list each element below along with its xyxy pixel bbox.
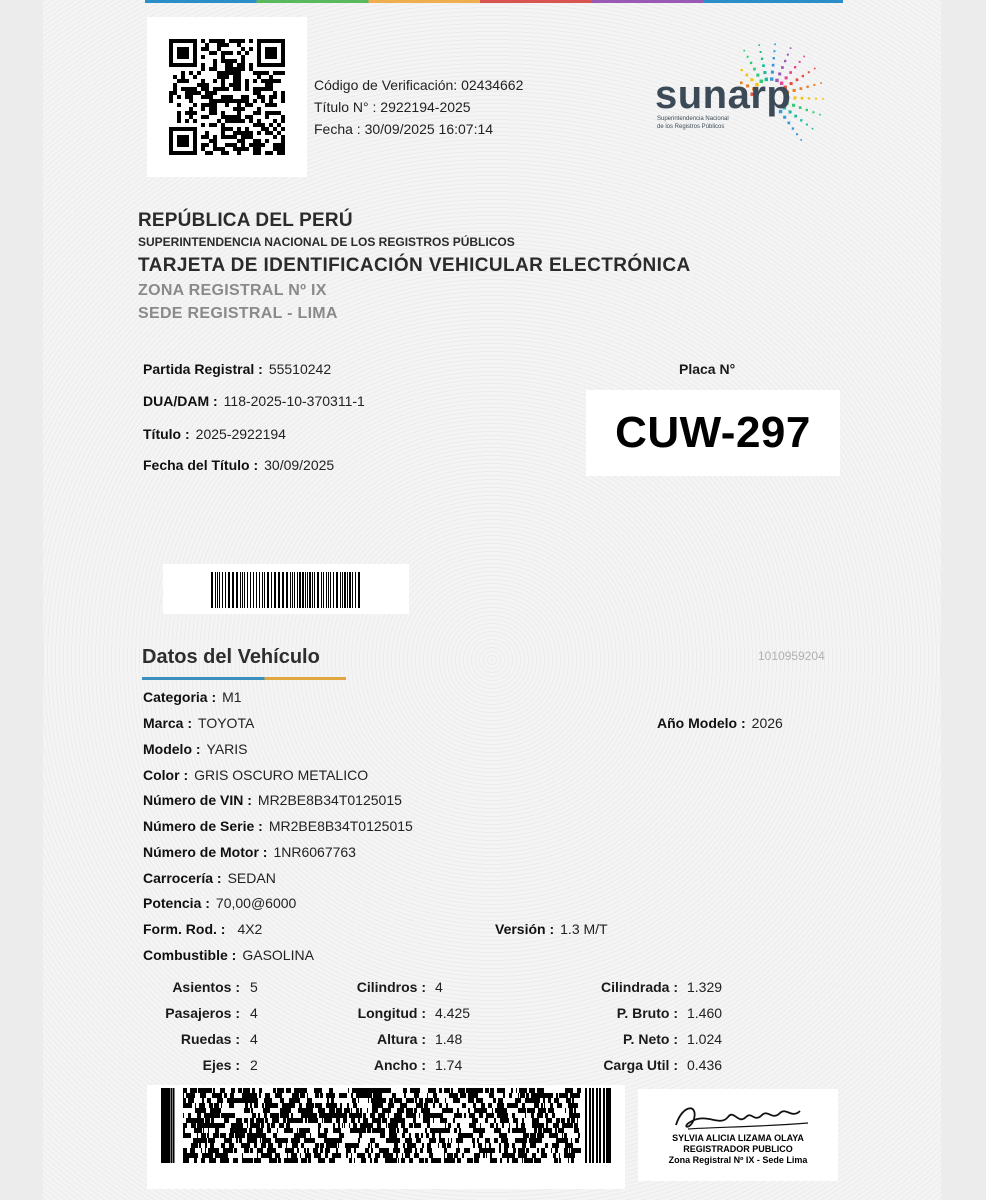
motor-label: Número de Motor : [143, 844, 268, 860]
registry-zone: ZONA REGISTRAL Nº IX [138, 282, 327, 299]
verification-title: Título N° : 2922194-2025 [314, 99, 471, 115]
document-title: TARJETA DE IDENTIFICACIÓN VEHICULAR ELECTRÓNICA [138, 255, 691, 276]
verification-code: Código de Verificación: 02434662 [314, 77, 524, 93]
combustible-label: Combustible : [143, 947, 237, 963]
asientos-value: 5 [250, 979, 258, 995]
signature-box [638, 1089, 838, 1181]
motor-value: 1NR6067763 [273, 844, 356, 860]
altura-value: 1.48 [435, 1031, 463, 1047]
pdf417-barcode-icon [161, 1088, 611, 1163]
plate-label: Placa N° [679, 361, 736, 377]
fecha-titulo-label: Fecha del Título : [143, 457, 259, 473]
partida-row [143, 361, 331, 377]
pasajeros-value: 4 [250, 1005, 258, 1021]
categoria-value: M1 [222, 689, 242, 705]
plate-box [586, 390, 840, 476]
anio-modelo-value: 2026 [751, 715, 783, 731]
sunarp-subtitle-2: de los Registros Públicos [657, 124, 725, 130]
fecha-titulo-value: 30/09/2025 [264, 457, 335, 473]
cilindrada-value: 1.329 [687, 979, 723, 995]
titulo-label: Título : [143, 426, 190, 442]
barcode-icon [211, 572, 361, 608]
potencia-row [143, 895, 296, 911]
longitud-label: Longitud : [357, 1005, 426, 1021]
marca-label: Marca : [143, 715, 193, 731]
modelo-row [143, 741, 248, 757]
color-row [143, 767, 368, 783]
partida-label: Partida Registral : [143, 361, 263, 377]
qr-code-icon [147, 17, 307, 177]
combustible-value: GASOLINA [242, 947, 314, 963]
p-bruto-label: P. Bruto : [616, 1005, 678, 1021]
longitud-value: 4.425 [435, 1005, 471, 1021]
cilindros-value: 4 [435, 979, 443, 995]
handwritten-signature-icon [668, 1097, 818, 1137]
categoria-row [143, 689, 242, 705]
ejes-label: Ejes : [202, 1057, 240, 1073]
country-heading: REPÚBLICA DEL PERÚ [138, 210, 353, 231]
ejes-value: 2 [250, 1057, 258, 1073]
carroceria-value: SEDAN [227, 870, 276, 886]
dua-label: DUA/DAM : [143, 393, 218, 409]
vin-value: MR2BE8B34T0125015 [257, 792, 402, 808]
titulo-value: 2025-2922194 [195, 426, 286, 442]
signer-name: SYLVIA ALICIA LIZAMA OLAYA [672, 1133, 804, 1143]
anio-modelo-label: Año Modelo : [657, 715, 746, 731]
carga-util-label: Carga Util : [603, 1057, 678, 1073]
fecha-titulo-row [143, 457, 334, 473]
version-label: Versión : [495, 921, 555, 937]
modelo-value: YARIS [206, 741, 248, 757]
sunarp-logo [655, 35, 855, 145]
section-underline [142, 677, 346, 680]
cilindros-label: Cilindros : [356, 979, 426, 995]
serie-label: Número de Serie : [143, 818, 263, 834]
carga-util-value: 0.436 [687, 1057, 723, 1073]
small-barcode-box [163, 564, 409, 614]
signer-office: Zona Registral Nº IX - Sede Lima [668, 1155, 808, 1165]
carroceria-label: Carrocería : [143, 870, 222, 886]
color-label: Color : [143, 767, 189, 783]
marca-value: TOYOTA [198, 715, 255, 731]
combustible-row [143, 947, 314, 963]
potencia-label: Potencia : [143, 895, 210, 911]
serie-row [143, 818, 413, 834]
marca-row [143, 715, 254, 731]
form-rod-label: Form. Rod. : [143, 921, 226, 937]
version-value: 1.3 M/T [560, 921, 608, 937]
modelo-label: Modelo : [143, 741, 201, 757]
anio-modelo-row [657, 715, 783, 731]
altura-label: Altura : [377, 1031, 426, 1047]
pdf417-barcode-box [147, 1085, 625, 1189]
categoria-label: Categoria : [143, 689, 217, 705]
potencia-value: 70,00@6000 [215, 895, 297, 911]
color-value: GRIS OSCURO METALICO [194, 767, 369, 783]
vehicle-section-title: Datos del Vehículo [142, 646, 320, 668]
pasajeros-label: Pasajeros : [165, 1005, 240, 1021]
vin-label: Número de VIN : [143, 792, 252, 808]
cilindrada-label: Cilindrada : [600, 979, 678, 995]
verification-info [314, 74, 523, 140]
verification-date: Fecha : 30/09/2025 16:07:14 [314, 121, 494, 137]
plate-number: CUW-297 [615, 408, 811, 457]
ruedas-label: Ruedas : [180, 1031, 240, 1047]
ruedas-value: 4 [250, 1031, 258, 1047]
vin-row [143, 792, 402, 808]
partida-value: 55510242 [268, 361, 332, 377]
dua-row [143, 393, 365, 409]
form-rod-value: 4X2 [237, 921, 263, 937]
carroceria-row [143, 870, 276, 886]
sunarp-subtitle-1: Superintendencia Nacional [657, 116, 729, 122]
document-number: 1010959204 [758, 649, 825, 663]
p-neto-value: 1.024 [687, 1031, 723, 1047]
top-color-strip [145, 0, 843, 3]
p-neto-label: P. Neto : [623, 1031, 678, 1047]
dua-value: 118-2025-10-370311-1 [223, 393, 365, 409]
version-row [495, 921, 608, 937]
signer-role: REGISTRADOR PUBLICO [683, 1144, 793, 1154]
sunarp-wordmark: sunarp [655, 73, 792, 117]
form-rod-row [143, 921, 262, 937]
titulo-row [143, 426, 286, 442]
registry-seat: SEDE REGISTRAL - LIMA [138, 305, 338, 322]
ancho-label: Ancho : [373, 1057, 426, 1073]
serie-value: MR2BE8B34T0125015 [268, 818, 413, 834]
ancho-value: 1.74 [435, 1057, 463, 1073]
asientos-label: Asientos : [172, 979, 240, 995]
qr-code-box [147, 17, 307, 177]
p-bruto-value: 1.460 [687, 1005, 723, 1021]
motor-row [143, 844, 356, 860]
agency-heading: SUPERINTENDENCIA NACIONAL DE LOS REGISTROS PÚBLICOS [138, 235, 515, 249]
